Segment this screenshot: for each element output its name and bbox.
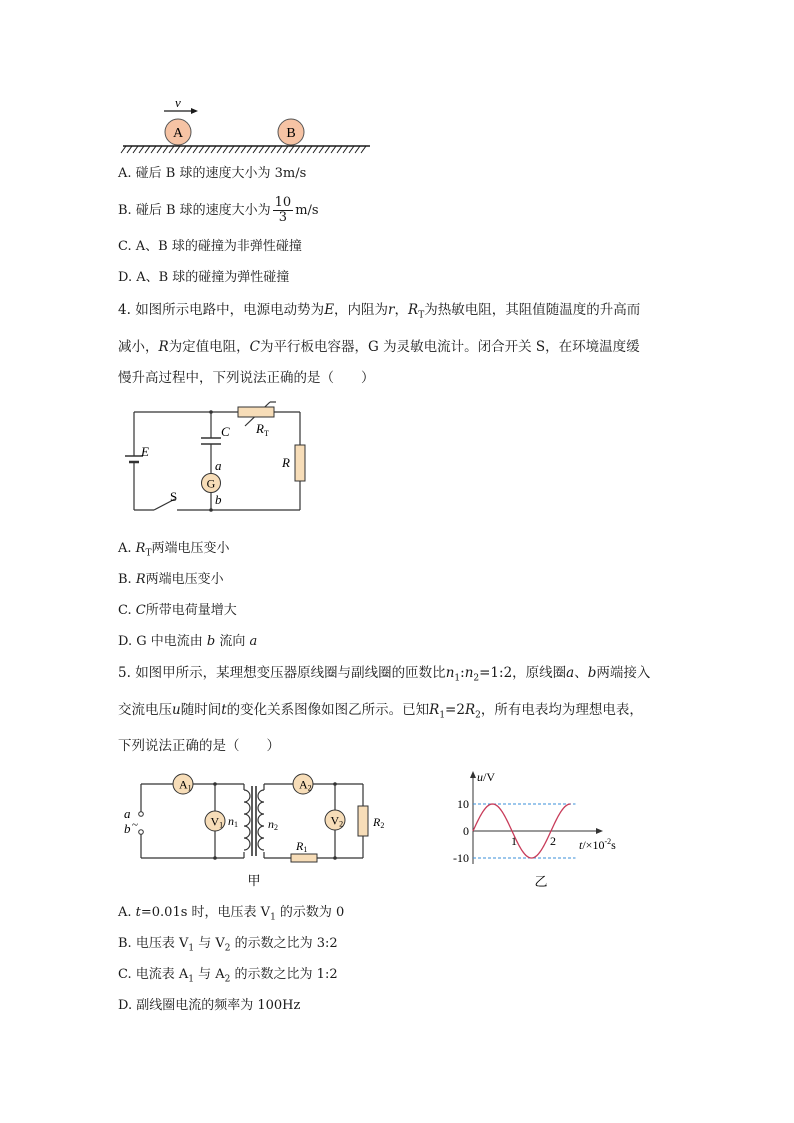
y-axis-label: u/V: [477, 770, 495, 784]
label-c: C: [221, 424, 230, 439]
ball-b-label: B: [286, 126, 296, 141]
terminal-a-label: a: [124, 806, 131, 821]
q3-option-c: C. A、B 球的碰撞为非弹性碰撞: [118, 239, 302, 254]
label-a: a: [215, 458, 222, 473]
svg-text:V1: V1: [210, 814, 224, 830]
label-s: S: [170, 489, 178, 504]
y-tick-label: 10: [457, 797, 469, 811]
q5-option-c: C. 电流表 $A_1$ 与 $A_2$ 的示数之比为 1:2: [118, 967, 338, 985]
n2-label: n2: [268, 817, 278, 832]
resistor-r2: [358, 806, 368, 836]
r2-label: R2: [373, 815, 385, 830]
q4-number: 4.: [118, 302, 131, 318]
svg-text:A2: A2: [299, 777, 312, 793]
q5-option-a: A. t=0.01s 时，电压表 $V_1$ 的示数为 0: [118, 905, 345, 923]
x-axis-label: $t/\times 10^{-2}s$: [579, 837, 616, 852]
svg-text:A1: A1: [179, 777, 192, 793]
resistor-r: [295, 445, 305, 481]
terminal-b-label: b: [124, 821, 131, 836]
label-r: R: [282, 455, 290, 470]
resistor-r1: [291, 854, 317, 862]
collision-figure: [118, 92, 378, 158]
q5-number: 5.: [118, 665, 131, 681]
q3-option-b-text: B. 碰后 B 球的速度大小为: [118, 203, 271, 218]
q5-stem: 5. 如图甲所示，某理想变压器原线圈与副线圈的匝数比$n_1:n_2=1:2$，原线圈a、b两端接入 交流电压u随时间t的变化关系图像如图乙所示。已知$R_1=2R_2$，所有电表均为理想电表， 下列说法正确的是（ ）: [118, 665, 651, 755]
q4-option-a: A. $R_T$两端电压变小: [118, 541, 230, 559]
q4-stem: 4. 如图所示电路中，电源电动势为E，内阻为r，$R_T$为热敏电阻，其阻值随温度的升高而 减小，R为定值电阻，C为平行板电容器，G 为灵敏电流计。闭合开关 S，在环境温度缓 慢升高过程中，下列说法正确的是（ ）: [118, 302, 641, 386]
caption-yi: 乙: [534, 874, 548, 889]
ground-hatch: [121, 146, 366, 153]
q3-option-d: D. A、B 球的碰撞为弹性碰撞: [118, 270, 290, 285]
label-b: b: [215, 492, 222, 507]
ac-symbol: ~: [132, 819, 138, 831]
q4-circuit-diagram: [120, 400, 310, 518]
q5-option-b: B. 电压表 $V_1$ 与 $V_2$ 的示数之比为 3:2: [118, 936, 338, 954]
velocity-label: v: [175, 95, 181, 110]
q4-option-c: C. C所带电荷量增大: [118, 603, 237, 618]
y-tick-label: -10: [453, 851, 469, 865]
svg-text:V2: V2: [330, 813, 344, 829]
ball-a-label: A: [172, 126, 184, 141]
r1-label: R1: [296, 839, 308, 854]
label-rt: $R_T$: [256, 421, 269, 438]
q5-option-d: D. 副线圈电流的频率为 100Hz: [118, 998, 301, 1013]
q4-option-b: B. R两端电压变小: [118, 572, 224, 587]
transformer-circuit-diagram: [118, 770, 393, 890]
thermistor-rt: [238, 407, 274, 417]
q3-option-b-unit: m/s: [295, 203, 319, 218]
x-tick-label: 2: [550, 834, 556, 848]
q4-option-d: D. G 中电流由 b 流向 a: [118, 634, 258, 649]
n1-label: n1: [228, 814, 238, 829]
voltage-time-chart: [440, 768, 640, 890]
label-e: E: [141, 444, 149, 459]
x-tick-label: 1: [511, 834, 517, 848]
fraction-10-3: $\frac{10}{3}$: [274, 195, 292, 225]
svg-text:G: G: [206, 476, 216, 491]
q3-option-b: [118, 196, 319, 226]
q3-option-a: A. 碰后 B 球的速度大小为 3m/s: [118, 166, 307, 181]
caption-jia: 甲: [247, 873, 261, 888]
y-tick-label: 0: [463, 824, 469, 838]
